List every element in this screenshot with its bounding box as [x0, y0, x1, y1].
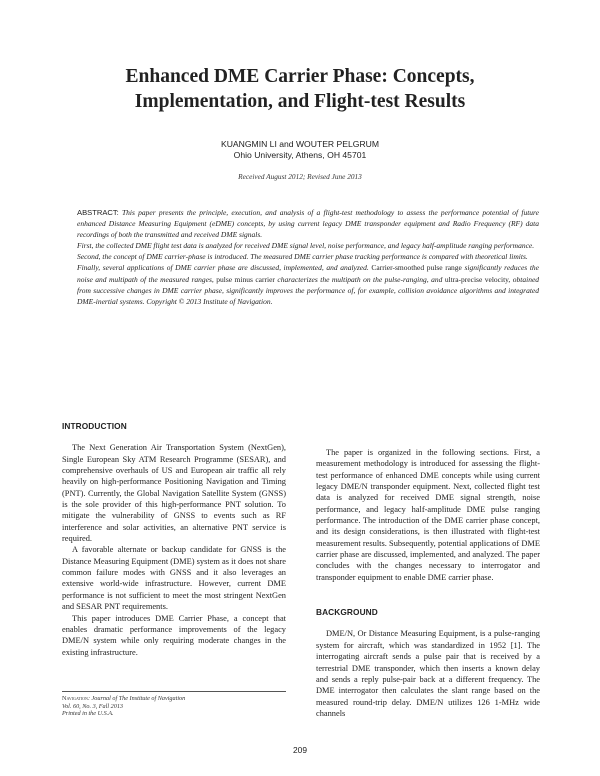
organization-paragraph: The paper is organized in the following sections. First, a measurement methodology is introduced for assessing the flight-test performance of enhanced DME concepts while using current legacy DME/N transponder equipment. Next, collected flight test data is analyzed for received DME signal strength, noise performance, and legacy half-amplitude DME pulse ranging performance. The introduction of the DME carrier phase concept, and its design considerations, is then illustrated with flight-test measurement results. Subsequently, potential applications of DME carrier phase are discussed, implemented, and analyzed. The paper concludes with the changes necessary to interrogator and transponder equipment to enable DME carrier phase.	[316, 448, 540, 582]
journal-name: Navigation	[62, 695, 88, 702]
abstract-label: ABSTRACT:	[77, 208, 119, 217]
background-heading: BACKGROUND	[316, 607, 378, 618]
paper-title	[40, 64, 560, 114]
introduction-paragraph-1: The Next Generation Air Transportation System (NextGen), Single European Sky ATM Research Programme (SESAR), and comprehensive overhauls of US and European air traffic all rely heavily on high-performance Positioning Navigation and Timing (PNT). Currently, the Global Navigation Satellite System (GNSS) is the sole provider of this high-performance PNT solution. To mitigate the vulnerability of GNSS to events such as RF interference and solar activities, an alternative PNT service is required.	[62, 443, 286, 544]
introduction-paragraph-2: A favorable alternate or backup candidate for GNSS is the Distance Measuring Equipment (DME) system as it does not share common failure modes with GNSS and it also leverages an extensive world-wide infrastructure. However, current DME performance is not sufficient to meet the most stringent NextGen and SESAR PNT requirements.	[62, 545, 286, 612]
abstract-paragraph-3: Second, the concept of DME carrier-phase is introduced. The measured DME carrier phase tracking performance is compared with theoretical limits.	[77, 252, 528, 262]
received-date: Received August 2012; Revised June 2013	[238, 172, 362, 181]
introduction-heading: INTRODUCTION	[62, 421, 127, 431]
abstract-paragraph-2: First, the collected DME flight test data is analyzed for received DME signal level, noise performance, and legacy half-amplitude ranging performance.	[77, 241, 535, 251]
abstract-paragraph-1: ABSTRACT: This paper presents the principle, execution, and analysis of a flight-test methodology to assess the performance potential of future enhanced Distance Measuring Equipment (eDME) concepts, by using current legacy DME transponder equipment and Radio Frequency (RF) data recordings of both the transmitted and received DME signals.	[77, 208, 540, 240]
printed-in: Printed in the U.S.A.	[62, 710, 114, 718]
title-line-2: Implementation, and Flight-test Results	[134, 91, 466, 112]
left-column	[62, 421, 286, 658]
author-block	[60, 139, 540, 161]
right-column	[316, 447, 540, 719]
journal-footnote: Navigation: Journal of The Institute of Navigation Vol. 60, No. 3, Fall 2013 Printed in the U.S.A.	[62, 691, 286, 718]
author-affiliation: Ohio University, Athens, OH 45701	[233, 150, 367, 160]
introduction-paragraph-3: This paper introduces DME Carrier Phase, a concept that enables dramatic performance improvements of the legacy DME/N system while only requiring moderate changes in the existing infrastructure.	[62, 613, 286, 657]
abstract-paragraph-4: Finally, several applications of DME carrier phase are discussed, implemented, and analyzed. Carrier-smoothed pulse range significantly reduces the noise and multipath of the measured ranges, pulse minus carrier characterizes the multipath on the pulse-ranging, and ultra-precise velocity, obtained from successive changes in DME carrier phase, significantly improves the performance of, for example, collision avoidance algorithms and integrated DME-inertial systems. Copyright © 2013 Institute of Navigation.	[77, 263, 540, 306]
journal-volume: Vol. 60, No. 3, Fall 2013	[62, 702, 124, 710]
page-number: 209	[293, 745, 307, 755]
author-names: KUANGMIN LI and WOUTER PELGRUM	[220, 139, 380, 149]
background-paragraph-1: DME/N, Or Distance Measuring Equipment, is a pulse-ranging system for aircraft, which was standardized in 1952 [1]. The interrogating aircraft sends a pulse pair that is received by a terrestrial DME transponder, which then inserts a known delay and sends a reply pulse-pair back at a different frequency. The DME interrogator then calculates the slant range based on the measured round-trip delay. DME/N utilizes 126 1-MHz wide channels	[316, 629, 540, 718]
abstract	[77, 207, 539, 307]
title-line-1: Enhanced DME Carrier Phase: Concepts,	[125, 66, 475, 87]
